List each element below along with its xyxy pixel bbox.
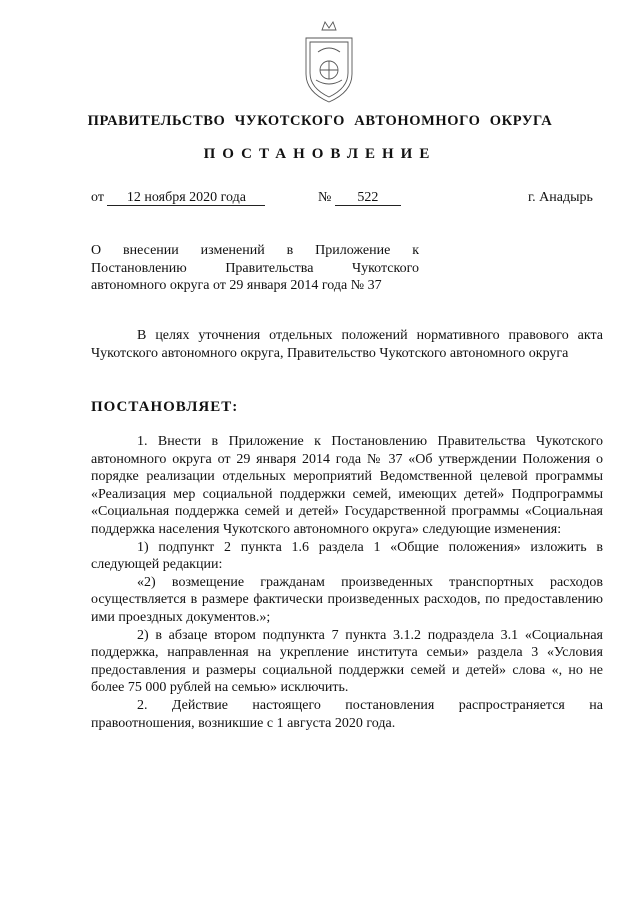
item-2: 2. Действие настоящего постановления распространяется на правоотношения, возникшие с 1 августа 2020 года.: [91, 697, 603, 731]
date-field: [91, 190, 265, 206]
number-field: [318, 190, 401, 206]
subject-line: О внесении изменений в Приложение к: [91, 243, 419, 258]
item-1-1: 1) подпункт 2 пункта 1.6 раздела 1 «Общие положения» изложить в следующей редакции:: [91, 539, 603, 573]
preamble-block: [91, 327, 603, 362]
date-value: 12 ноября 2020 года: [107, 190, 265, 206]
number-value: 522: [335, 190, 401, 206]
city: г. Анадырь: [528, 190, 593, 205]
number-prefix: №: [318, 190, 332, 205]
item-1: 1. Внести в Приложение к Постановлению Правительства Чукотского автономного округа от 29 января 2014 года № 37 «Об утверждении Положения о порядке реализации отдельных мероприятий Ведомственной целевой программы «Реализация мер социальной поддержки семей, имеющих детей» Подпрограммы «Социальная поддержка семей и детей» Государственной программы «Социальная поддержка населения Чукотского автономного округа» следующие изменения:: [91, 434, 603, 537]
subject-line: автономного округа от 29 января 2014 года № 37: [91, 278, 382, 293]
subject-line: Постановлению Правительства Чукотского: [91, 260, 419, 276]
resolves-heading: ПОСТАНОВЛЯЕТ:: [91, 399, 239, 415]
item-1-2: 2) в абзаце втором подпункта 7 пункта 3.1.2 подраздела 3.1 «Социальная поддержка, направленная на укрепление института семьи» раздела 3 «Условия предоставления и размеры социальной поддержки семей и детей» слова «, но не более 75 000 рублей на семью» исключить.: [91, 627, 603, 696]
resolution-items: [91, 433, 603, 732]
coat-of-arms-emblem: [300, 18, 358, 106]
item-1-1-quote: «2) возмещение гражданам произведенных транспортных расходов осуществляется в размере фактически произведенных расходов, по предоставлению ими проездных документов.»;: [91, 574, 603, 625]
organization-title: ПРАВИТЕЛЬСТВО ЧУКОТСКОГО АВТОНОМНОГО ОКРУГА: [87, 113, 553, 129]
preamble-text: В целях уточнения отдельных положений нормативного правового акта Чукотского автономного округа, Правительство Чукотского автономного округа: [91, 328, 603, 361]
date-prefix: от: [91, 190, 104, 205]
document-type: ПОСТАНОВЛЕНИЕ: [203, 146, 437, 162]
document-subject: [91, 242, 419, 295]
